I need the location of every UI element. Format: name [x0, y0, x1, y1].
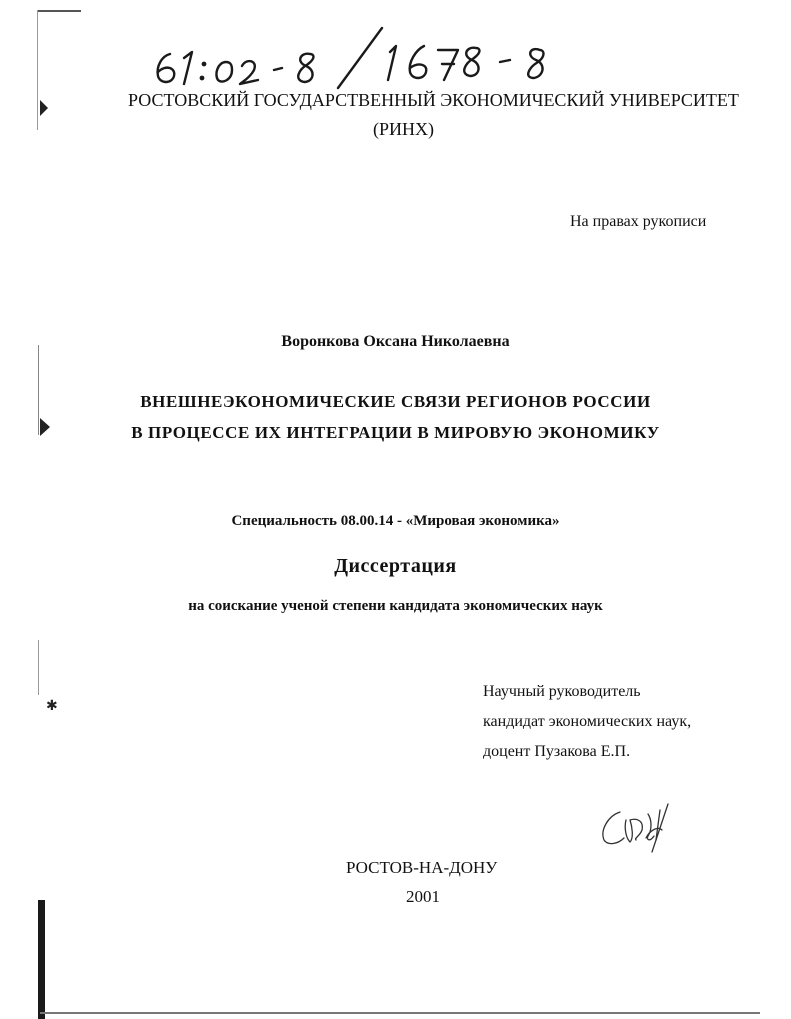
handwritten-archive-code [140, 22, 570, 92]
dissertation-title-line2: В ПРОЦЕССЕ ИХ ИНТЕГРАЦИИ В МИРОВУЮ ЭКОНОМИКУ [131, 423, 660, 442]
scan-edge-left [38, 640, 39, 695]
dissertation-title-line1: ВНЕШНЕЭКОНОМИЧЕСКИЕ СВЯЗИ РЕГИОНОВ РОССИИ [140, 392, 651, 411]
signature-drawing [590, 790, 690, 870]
supervisor-degree: кандидат экономических наук, [483, 713, 692, 730]
handwritten-signature [590, 790, 690, 870]
scan-edge-left [37, 10, 38, 130]
city: РОСТОВ-НА-ДОНУ [346, 858, 498, 877]
university-abbreviation: (РИНХ) [373, 119, 434, 139]
author-name: Воронкова Оксана Николаевна [281, 333, 510, 350]
speciality: Специальность 08.00.14 - «Мировая экономика» [231, 513, 560, 529]
binding-mark [40, 100, 48, 116]
scan-edge-bottom [40, 1012, 760, 1014]
handwritten-code-drawing [140, 22, 570, 92]
university-name: РОСТОВСКИЙ ГОСУДАРСТВЕННЫЙ ЭКОНОМИЧЕСКИЙ УНИВЕРСИТЕТ [128, 90, 739, 110]
scan-edge-top [37, 10, 81, 12]
supervisor-name: доцент Пузакова Е.П. [483, 743, 631, 760]
scan-edge-left [38, 345, 39, 435]
binding-mark: ✱ [46, 699, 58, 714]
year: 2001 [406, 887, 440, 906]
rights-note: На правах рукописи [570, 213, 707, 230]
supervisor-block [483, 677, 691, 767]
supervisor-role: Научный руководитель [483, 683, 641, 700]
document-type: Диссертация [334, 555, 457, 577]
scan-edge-bottom-bar [38, 900, 45, 1019]
degree-purpose: на соискание ученой степени кандидата экономических наук [188, 598, 603, 614]
